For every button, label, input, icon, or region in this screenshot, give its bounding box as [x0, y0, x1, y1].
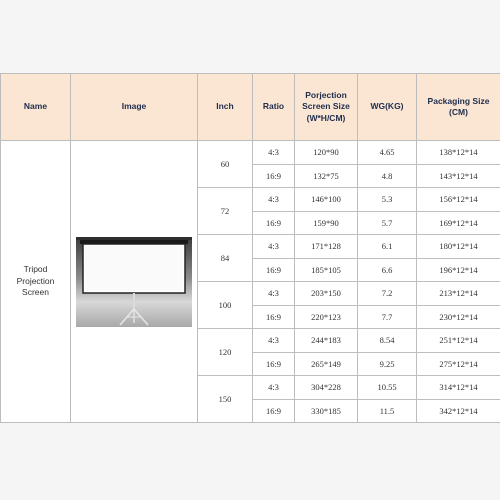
- screen-size-cell: 304*228: [295, 376, 358, 400]
- ratio-cell: 4:3: [253, 235, 295, 259]
- header-name: Name: [1, 74, 71, 141]
- weight-cell: 6.6: [358, 258, 417, 282]
- screen-size-cell: 330*185: [295, 399, 358, 423]
- inch-cell: 60: [198, 141, 253, 188]
- ratio-cell: 4:3: [253, 282, 295, 306]
- screen-size-cell: 203*150: [295, 282, 358, 306]
- inch-cell: 150: [198, 376, 253, 423]
- screen-size-cell: 120*90: [295, 141, 358, 165]
- inch-cell: 120: [198, 329, 253, 376]
- ratio-cell: 16:9: [253, 164, 295, 188]
- header-inch: Inch: [198, 74, 253, 141]
- ratio-cell: 16:9: [253, 305, 295, 329]
- inch-cell: 84: [198, 235, 253, 282]
- weight-cell: 6.1: [358, 235, 417, 259]
- screen-size-cell: 185*105: [295, 258, 358, 282]
- header-screen-size: Porjection Screen Size (W*H/CM): [295, 74, 358, 141]
- packaging-size-cell: 213*12*14: [417, 282, 500, 306]
- ratio-cell: 4:3: [253, 329, 295, 353]
- packaging-size-cell: 196*12*14: [417, 258, 500, 282]
- screen-size-cell: 171*128: [295, 235, 358, 259]
- header-row: [1, 74, 500, 141]
- ratio-cell: 4:3: [253, 188, 295, 212]
- packaging-size-cell: 251*12*14: [417, 329, 500, 353]
- screen-size-cell: 244*183: [295, 329, 358, 353]
- screen-size-cell: 220*123: [295, 305, 358, 329]
- packaging-size-cell: 169*12*14: [417, 211, 500, 235]
- header-weight: WG(KG): [358, 74, 417, 141]
- weight-cell: 5.7: [358, 211, 417, 235]
- packaging-size-cell: 230*12*14: [417, 305, 500, 329]
- weight-cell: 7.7: [358, 305, 417, 329]
- ratio-cell: 16:9: [253, 211, 295, 235]
- ratio-cell: 4:3: [253, 141, 295, 165]
- weight-cell: 11.5: [358, 399, 417, 423]
- weight-cell: 7.2: [358, 282, 417, 306]
- ratio-cell: 16:9: [253, 352, 295, 376]
- screen-size-cell: 146*100: [295, 188, 358, 212]
- weight-cell: 9.25: [358, 352, 417, 376]
- bottom-margin: [0, 423, 500, 500]
- packaging-size-cell: 342*12*14: [417, 399, 500, 423]
- tripod-projection-screen-photo: [76, 237, 192, 327]
- packaging-size-cell: 180*12*14: [417, 235, 500, 259]
- ratio-cell: 4:3: [253, 376, 295, 400]
- packaging-size-cell: 275*12*14: [417, 352, 500, 376]
- packaging-size-cell: 138*12*14: [417, 141, 500, 165]
- screen-size-cell: 159*90: [295, 211, 358, 235]
- inch-cell: 100: [198, 282, 253, 329]
- header-packaging-size: Packaging Size (CM): [417, 74, 500, 141]
- screen-size-cell: 132*75: [295, 164, 358, 188]
- packaging-size-cell: 314*12*14: [417, 376, 500, 400]
- top-margin: [0, 0, 500, 73]
- screen-size-cell: 265*149: [295, 352, 358, 376]
- weight-cell: 4.8: [358, 164, 417, 188]
- weight-cell: 5.3: [358, 188, 417, 212]
- weight-cell: 4.65: [358, 141, 417, 165]
- ratio-cell: 16:9: [253, 258, 295, 282]
- header-ratio: Ratio: [253, 74, 295, 141]
- ratio-cell: 16:9: [253, 399, 295, 423]
- packaging-size-cell: 156*12*14: [417, 188, 500, 212]
- product-name: Tripod Projection Screen: [1, 141, 71, 423]
- spec-table: [0, 73, 500, 423]
- tripod-screen-icon: [76, 237, 192, 327]
- weight-cell: 8.54: [358, 329, 417, 353]
- weight-cell: 10.55: [358, 376, 417, 400]
- table-row: [1, 141, 500, 165]
- header-image: Image: [71, 74, 198, 141]
- product-image-cell: [71, 141, 198, 423]
- inch-cell: 72: [198, 188, 253, 235]
- packaging-size-cell: 143*12*14: [417, 164, 500, 188]
